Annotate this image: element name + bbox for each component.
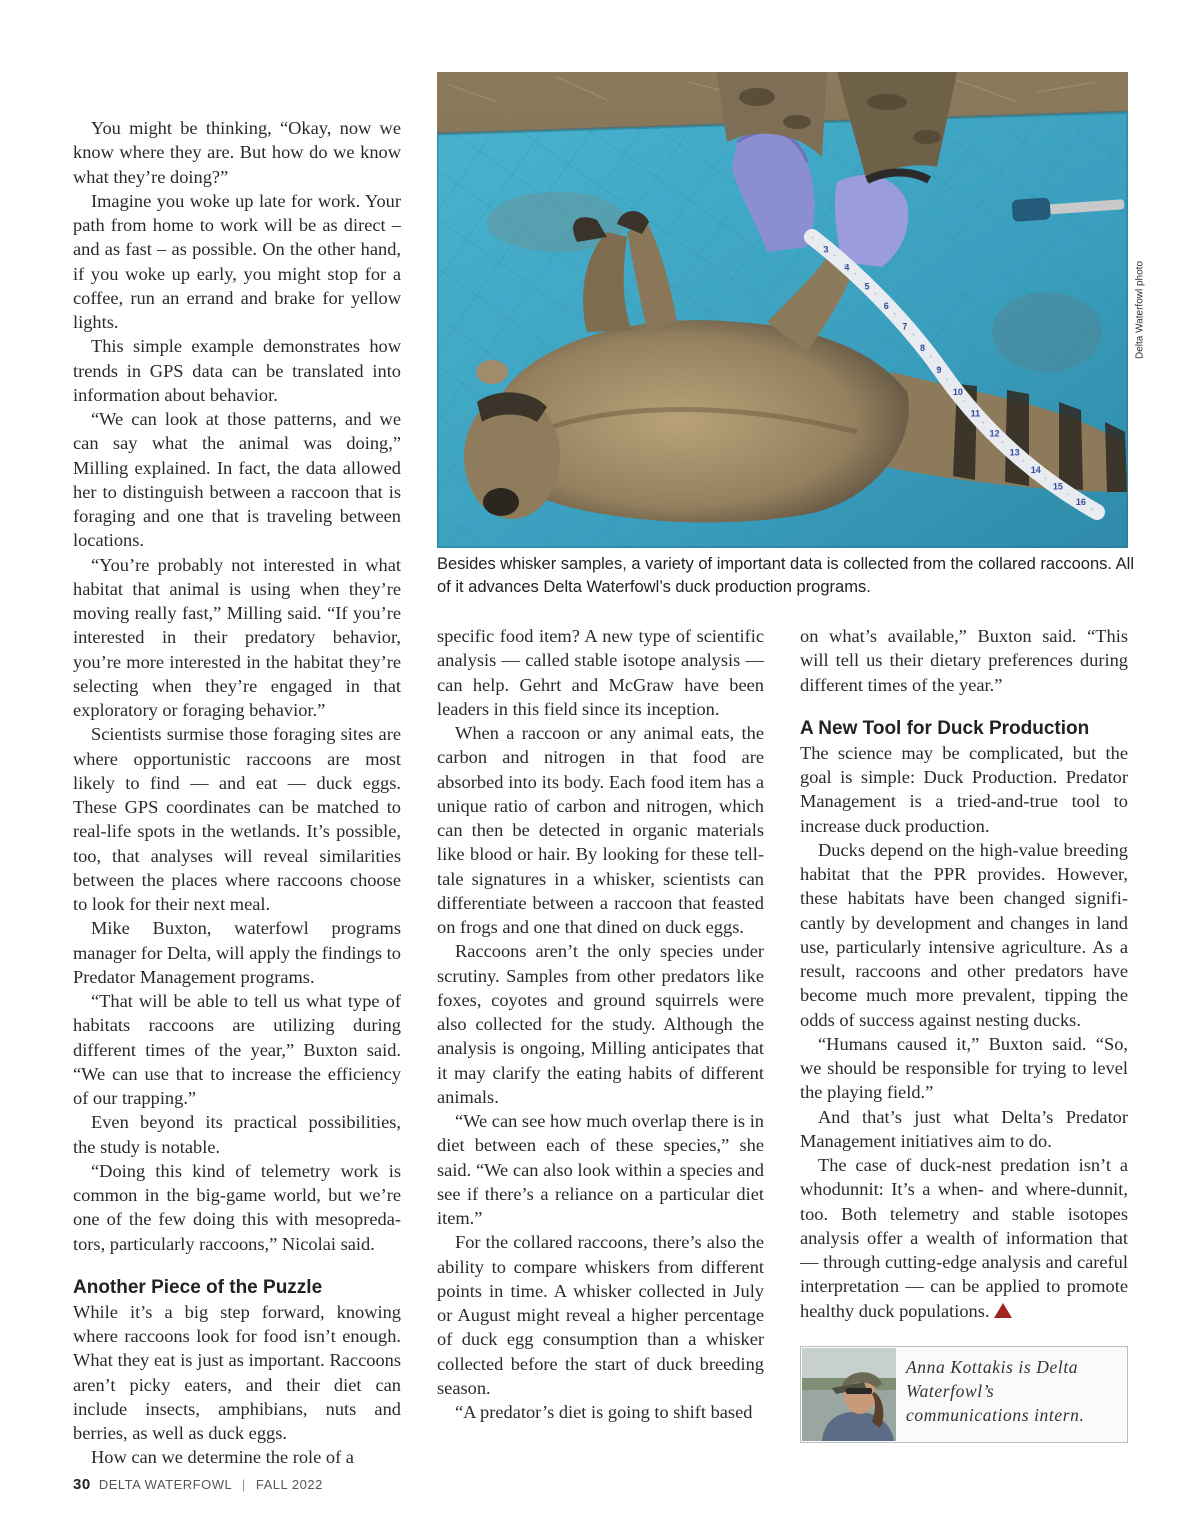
paragraph: How can we determine the role of a: [91, 1447, 354, 1468]
paragraph: on what’s available,” Buxton said. “This will tell us their dietary preferences during different times of the year.”: [800, 626, 1128, 695]
tape-mark-label: 12: [989, 428, 1000, 439]
paragraph-final-text: The case of duck-nest predation isn’t a whodunnit: It’s a when- and where-dunnit, too. Both telemetry and stable isotopes analysis offer a wealth of information that — through cutting-edge analysis and careful interpretation — can be applied to promote healthy duck populations.: [800, 1155, 1128, 1321]
photo-caption: Besides whisker samples, a variety of important data is collected from the collared raccoons. All of it advances Delta Waterfowl’s duck production programs.: [437, 555, 1134, 596]
article-column-3: [800, 624, 1128, 1323]
paragraph: For the collared raccoons, there’s also the ability to compare whiskers from different points in time. A whisker collected in July or August might reveal a higher percentage of duck egg consumption than a whisker collected before the start of duck breeding season.: [437, 1232, 764, 1398]
issue-label: FALL 2022: [255, 1477, 323, 1492]
article-column-2: [437, 624, 764, 1424]
section-heading-puzzle: Another Piece of the Puzzle: [73, 1276, 323, 1298]
tape-mark-label: 3: [823, 244, 829, 255]
tape-mark-label: 10: [952, 387, 963, 398]
photo-credit: [1132, 72, 1148, 548]
footer-separator: |: [241, 1477, 246, 1492]
paragraph: “Doing this kind of telemetry work is common in the big-game world, but we’re one of the few doing this with mesopredators, particularly raccoons,” Nicolai said.: [73, 1160, 401, 1254]
paragraph: Imagine you woke up late for work. Your path from home to work will be as direct – and as fast – as possible. On the other hand, if you woke up early, you might stop for a coffee, run an errand and brake for yellow lights.: [73, 190, 401, 332]
paragraph: Ducks depend on the high-value breeding habitat that the PPR provides. However, these habitats have been changed significantly by development and changes in land use, particularly intensive agriculture. As a result, raccoons and other predators have become much more prevalent, tipping the odds of success against nesting ducks.: [800, 839, 1128, 1030]
paragraph: “You’re probably not interested in what habitat that animal is using when they’re moving really fast,” Milling said. “If you’re interested in their predatory behavior, you’re more interested in the habitat they’re selecting when they’re engaged in that exploratory or foraging behavior.”: [73, 554, 401, 720]
end-of-article-triangle-icon: [994, 1303, 1012, 1318]
tape-mark-label: 15: [1052, 481, 1063, 492]
paragraph: “We can look at those patterns, and we can say what the animal was doing,” Milling explained. In fact, the data allowed her to distinguish between a raccoon that is foraging and one that is traveling between locations.: [73, 409, 401, 551]
tape-mark-label: 16: [1075, 496, 1086, 507]
tape-mark-label: 5: [864, 281, 870, 292]
author-photo-illustration: [802, 1348, 896, 1441]
paragraph: Mike Buxton, waterfowl programs manager for Delta, will apply the findings to Predator Management programs.: [73, 918, 401, 987]
tape-mark-label: 14: [1030, 465, 1041, 476]
page-number: 30: [73, 1476, 91, 1493]
tape-mark-label: 4: [844, 262, 850, 273]
tape-mark-label: 9: [936, 364, 942, 375]
article-column-1: [73, 116, 401, 1470]
raccoon-photo: [437, 72, 1128, 548]
author-bio-text: Anna Kottakis is Delta Waterfowl’s communications intern.: [906, 1357, 1085, 1425]
section-heading-new-tool: A New Tool for Duck Production: [800, 717, 1090, 739]
photo-credit-text: Delta Waterfowl photo: [1134, 260, 1146, 360]
paragraph: This simple example demonstrates how trends in GPS data can be translated into information about behavior.: [73, 336, 401, 405]
tape-mark-label: 7: [902, 321, 908, 332]
author-bio-box: [800, 1346, 1128, 1443]
raccoon-photo-illustration: [437, 72, 1128, 548]
paragraph: specific food item? A new type of scientific analysis — called stable isotope analysis — can help. Gehrt and McGraw have been leaders in this field since its inception.: [437, 626, 764, 719]
tape-mark-label: 13: [1009, 447, 1020, 458]
paragraph: “That will be able to tell us what type of habitats raccoons are utilizing during different times of the year,” Buxton said. “We can use that to increase the efficiency of our trapping.”: [73, 991, 401, 1108]
tape-mark-label: 8: [919, 342, 925, 353]
paragraph: And that’s just what Delta’s Predator Management initiatives aim to do.: [800, 1106, 1128, 1151]
paragraph: You might be thinking, “Okay, now we know where they are. But how do we know what they’re doing?”: [73, 118, 401, 187]
paragraph-final: [800, 1153, 1128, 1323]
paragraph: The science may be complicated, but the goal is simple: Duck Production. Predator Management is a tried-and-true tool to increase duck production.: [800, 742, 1128, 836]
paragraph: Even beyond its practical possibilities, the study is notable.: [73, 1112, 401, 1157]
paragraph: While it’s a big step forward, knowing where raccoons look for food isn’t enough. What they eat is just as important. Raccoons aren’t picky eaters, and their diet can include insects, amphibians, nuts and berries, as well as duck eggs.: [73, 1301, 401, 1443]
tape-mark-label: 11: [970, 408, 981, 419]
paragraph: When a raccoon or any animal eats, the carbon and nitrogen in that food are absorbed into its body. Each food item has a unique ratio of carbon and nitrogen, which can then be detected in organic materials like blood or hair. By looking for these tell-tale signatures in a whisker, scientists can differentiate between a raccoon that feasted on frogs and one that dined on duck eggs.: [437, 723, 764, 937]
paragraph: Scientists surmise those foraging sites are where opportunistic raccoons are most likely to find — and eat — duck eggs. These GPS coordinates can be matched to real-life spots in the wetlands. It’s possible, too, that analyses will reveal similarities between the places where raccoons choose to look for their next meal.: [73, 724, 401, 914]
page-footer: [73, 1476, 323, 1493]
tape-mark-label: 6: [883, 301, 889, 312]
publication-name: DELTA WATERFOWL: [98, 1477, 232, 1492]
paragraph: Raccoons aren’t the only species under scrutiny. Samples from other predators like foxes, coyotes and ground squirrels were also collected for the study. Although the analysis is ongoing, Milling anticipates that it may clarify the eating habits of different animals.: [437, 941, 764, 1107]
author-photo: [802, 1348, 896, 1441]
paragraph: “A predator’s diet is going to shift based: [455, 1402, 753, 1422]
paragraph: “We can see how much overlap there is in diet between each of these species,” she said. “We can also look within a species and see if there’s a reliance on a particular diet item.”: [437, 1111, 764, 1228]
paragraph: “Humans caused it,” Buxton said. “So, we should be responsible for trying to level the playing field.”: [800, 1033, 1128, 1103]
